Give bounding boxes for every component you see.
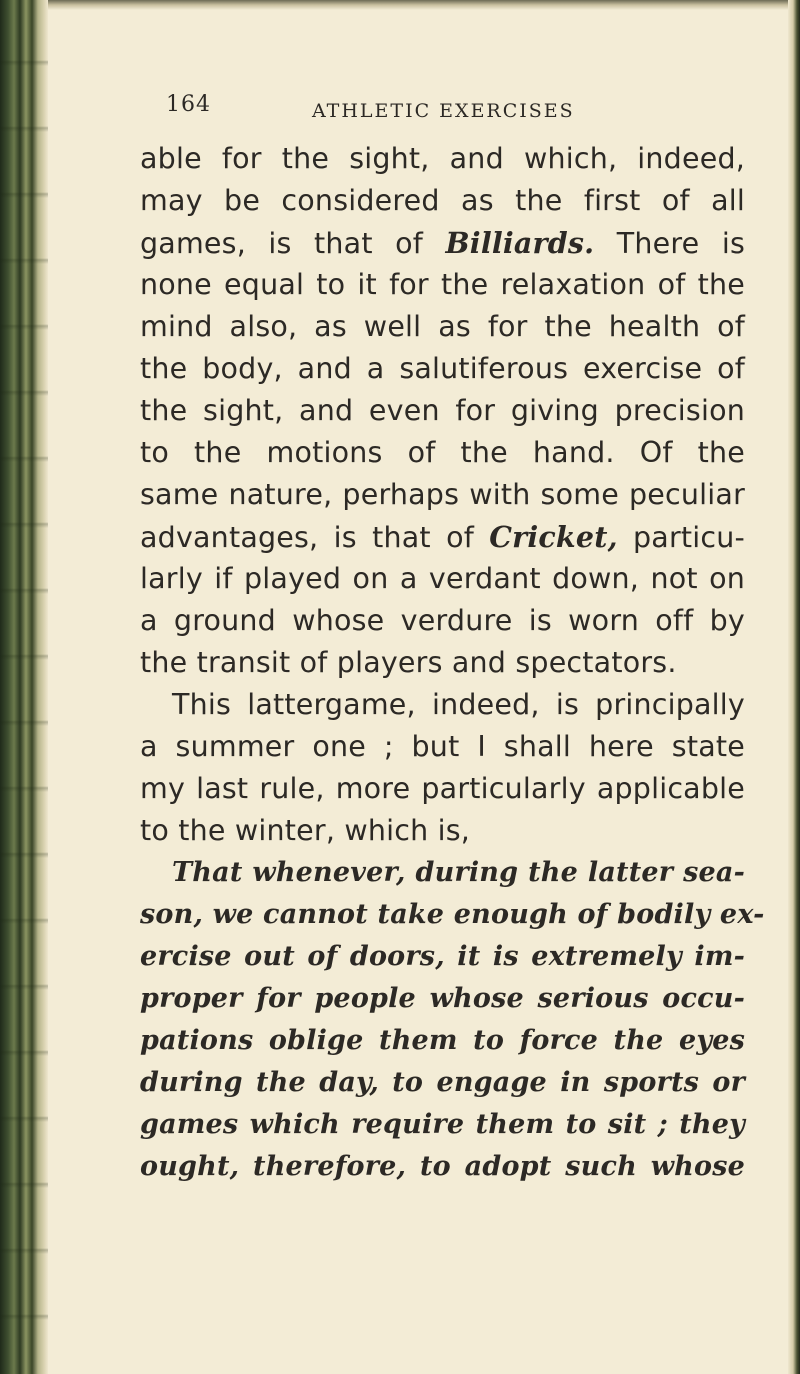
italic-text-line: games which require them to sit ; they — [140, 1109, 745, 1140]
italic-text-line: during the day, to engage in sports or — [140, 1067, 745, 1098]
italic-text-line: pations oblige them to force the eyes — [140, 1025, 745, 1056]
italic-text-line: proper for people whose serious occu- — [140, 983, 745, 1014]
italic-term-cricket: Cricket, — [489, 520, 618, 554]
text-line: to the motions of the hand. Of the — [140, 436, 745, 469]
text-line: a summer one ; but I shall here state — [140, 730, 745, 763]
text-line: This lattergame, indeed, is principally — [172, 688, 745, 721]
italic-term-billiards: Billiards. — [445, 226, 595, 260]
running-title: ATHLETIC EXERCISES — [312, 100, 575, 122]
text-line: none equal to it for the relaxation of the — [140, 268, 745, 301]
text-line: a ground whose verdure is worn off by — [140, 604, 745, 637]
text-line: games, is that of Billiards. There is — [140, 226, 745, 260]
text-line: mind also, as well as for the health of — [140, 310, 745, 343]
text-line: my last rule, more particularly applicable — [140, 772, 745, 805]
text-line: the sight, and even for giving precision — [140, 394, 745, 427]
page-top-edge — [48, 0, 788, 10]
body-text — [140, 138, 765, 1188]
italic-text-line: That whenever, during the latter sea- — [172, 857, 745, 888]
italic-text-line: son, we cannot take enough of bodily ex- — [140, 899, 765, 930]
page-number: 164 — [166, 92, 211, 117]
text-line: larly if played on a verdant down, not on — [140, 562, 745, 595]
text-line: may be considered as the first of all — [140, 184, 745, 217]
book-page — [140, 86, 765, 1188]
italic-text-line: ercise out of doors, it is extremely im- — [140, 941, 745, 972]
text-line: advantages, is that of Cricket, particu- — [140, 520, 745, 554]
text-line: to the winter, which is, — [140, 814, 471, 847]
text-line: the transit of players and spectators. — [140, 646, 677, 679]
italic-text-line: ought, therefore, to adopt such whose — [140, 1151, 745, 1182]
text-line: able for the sight, and which, indeed, — [140, 142, 745, 175]
text-line: same nature, perhaps with some peculiar — [140, 478, 745, 511]
spine-texture — [0, 0, 48, 1374]
text-line: the body, and a salutiferous exercise of — [140, 352, 745, 385]
running-head — [140, 86, 745, 138]
page-right-edge — [788, 0, 800, 1374]
